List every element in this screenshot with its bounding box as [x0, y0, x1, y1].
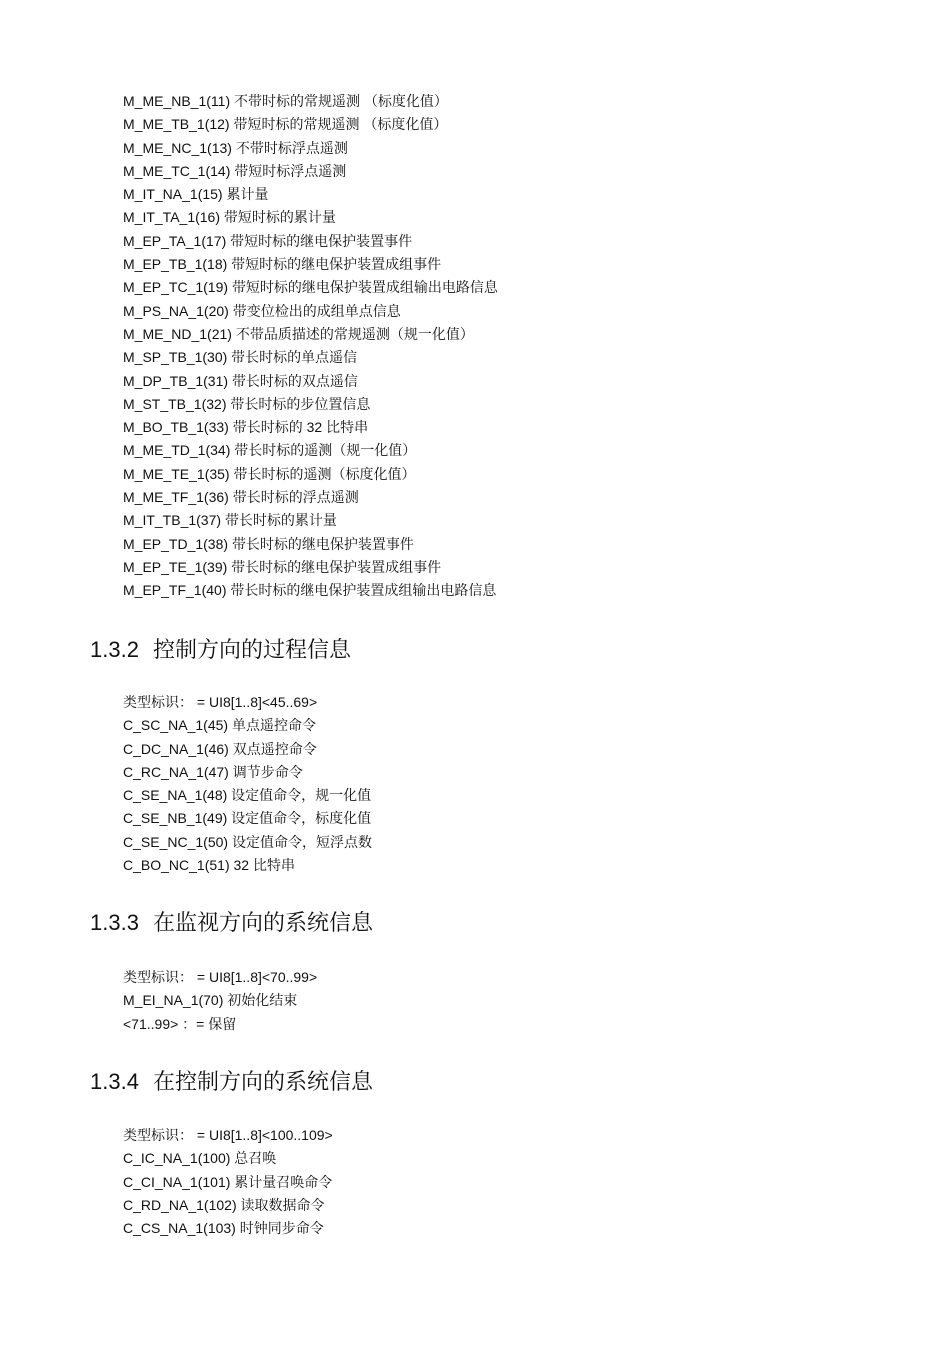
type-code: M_PS_NA_1(20): [123, 302, 229, 319]
type-code: M_ME_TE_1(35): [123, 465, 230, 482]
list-item: [123, 253, 498, 276]
type-id-list: [123, 691, 372, 877]
type-description: 读取数据命令: [240, 1196, 325, 1213]
list-item: [123, 370, 498, 393]
type-description: 带长时标的继电保护装置成组事件: [231, 558, 442, 575]
type-code: <71..99>: [123, 1015, 179, 1032]
type-description: 带长时标的累计量: [224, 512, 337, 529]
list-item: [123, 761, 372, 784]
list-item: [123, 346, 498, 369]
list-item: [123, 393, 498, 416]
type-code: M_EP_TD_1(38): [123, 535, 229, 552]
type-description: 带长时标的继电保护装置事件: [231, 535, 414, 552]
list-item: [123, 276, 498, 299]
section-number: 1.3.2: [90, 637, 139, 662]
type-code: M_EP_TF_1(40): [123, 582, 227, 599]
type-code: C_CI_NA_1(101): [123, 1173, 231, 1190]
type-code: M_ME_TF_1(36): [123, 489, 229, 506]
type-description: 不带时标浮点遥测: [235, 139, 348, 156]
type-code: M_EP_TA_1(17): [123, 232, 227, 249]
list-item: [123, 463, 498, 486]
type-description: 带长时标的 32 比特串: [232, 419, 369, 436]
type-code: M_ST_TB_1(32): [123, 395, 227, 412]
type-description: 带长时标的浮点遥测: [232, 489, 359, 506]
type-description: 累计量: [226, 186, 269, 203]
section-heading-1-3-4: [90, 1068, 373, 1096]
type-code: M_EP_TE_1(39): [123, 558, 228, 575]
list-item: [123, 323, 498, 346]
type-description: 带变位检出的成组单点信息: [232, 302, 401, 319]
type-description: 32 比特串: [233, 857, 295, 874]
section-heading-1-3-3: [90, 909, 373, 937]
type-code: M_DP_TB_1(31): [123, 372, 229, 389]
type-code: M_ME_TD_1(34): [123, 442, 231, 459]
type-description: 带长时标的双点遥信: [231, 372, 358, 389]
list-item: [123, 183, 498, 206]
list-item: [123, 1124, 333, 1147]
list-item: [123, 807, 372, 830]
type-code: M_EP_TB_1(18): [123, 256, 228, 273]
list-item: [123, 714, 372, 737]
type-code: C_BO_NC_1(51): [123, 857, 230, 874]
list-item: [123, 1013, 317, 1036]
list-item: [123, 230, 498, 253]
type-description: 不带品质描述的常规遥测（规一化值）: [235, 325, 474, 342]
type-description: 设定值命令，规一化值: [231, 787, 372, 804]
section-heading-1-3-2: [90, 636, 351, 664]
type-code: M_IT_TB_1(37): [123, 512, 222, 529]
type-code: 类型标识：: [123, 1127, 193, 1143]
list-item: [123, 533, 498, 556]
type-description: 带长时标的单点遥信: [231, 349, 358, 366]
list-item: [123, 300, 498, 323]
section-number: 1.3.4: [90, 1069, 139, 1094]
type-code: C_CS_NA_1(103): [123, 1220, 236, 1237]
type-description: 带短时标的常规遥测 （标度化值）: [233, 116, 448, 133]
list-item: [123, 691, 372, 714]
section-title: 在监视方向的系统信息: [152, 910, 373, 935]
type-code: C_IC_NA_1(100): [123, 1150, 231, 1167]
type-description: ：= 保留: [182, 1015, 237, 1032]
list-item: [123, 989, 317, 1012]
list-item: [123, 579, 498, 602]
type-description: 带短时标的继电保护装置事件: [230, 232, 413, 249]
type-code: M_ME_TB_1(12): [123, 116, 230, 133]
type-code: M_SP_TB_1(30): [123, 349, 228, 366]
type-description: 带短时标的累计量: [223, 209, 336, 226]
type-code: C_SE_NC_1(50): [123, 833, 229, 850]
type-description: 带长时标的遥测（标度化值）: [233, 465, 416, 482]
list-item: [123, 486, 498, 509]
type-code: 类型标识：: [123, 694, 193, 710]
type-code: M_BO_TB_1(33): [123, 419, 229, 436]
type-description: 时钟同步命令: [239, 1220, 324, 1237]
list-item: [123, 1194, 333, 1217]
type-code: M_ME_ND_1(21): [123, 325, 232, 342]
list-item: [123, 738, 372, 761]
list-item: [123, 831, 372, 854]
type-id-list: [123, 90, 498, 603]
list-item: [123, 1217, 333, 1240]
type-description: 双点遥控命令: [232, 740, 317, 757]
type-code: C_RC_NA_1(47): [123, 763, 229, 780]
type-description: 设定值命令，标度化值: [231, 810, 372, 827]
type-id-list: [123, 966, 317, 1036]
type-description: 带长时标的遥测（规一化值）: [234, 442, 417, 459]
type-description: 调节步命令: [232, 763, 303, 780]
list-item: [123, 206, 498, 229]
type-code: C_DC_NA_1(46): [123, 740, 229, 757]
list-item: [123, 137, 498, 160]
type-description: 带长时标的继电保护装置成组输出电路信息: [230, 582, 497, 599]
type-code: C_SE_NB_1(49): [123, 810, 228, 827]
type-code: M_IT_TA_1(16): [123, 209, 220, 226]
section-title: 在控制方向的系统信息: [152, 1069, 373, 1094]
type-description: 总召唤: [234, 1150, 277, 1167]
list-item: [123, 1147, 333, 1170]
type-description: 初始化结束: [227, 992, 298, 1009]
type-description: 不带时标的常规遥测 （标度化值）: [234, 93, 448, 109]
type-description: 累计量召唤命令: [234, 1173, 333, 1190]
type-code: M_EP_TC_1(19): [123, 279, 229, 296]
list-item: [123, 439, 498, 462]
type-code: C_RD_NA_1(102): [123, 1196, 237, 1213]
type-code: M_ME_NC_1(13): [123, 139, 232, 156]
section-title: 控制方向的过程信息: [152, 637, 351, 662]
list-item: [123, 113, 498, 136]
type-description: 带短时标的继电保护装置成组输出电路信息: [231, 279, 498, 296]
section-number: 1.3.3: [90, 910, 139, 935]
type-description: 带短时标浮点遥测: [234, 162, 347, 179]
list-item: [123, 784, 372, 807]
type-code: M_EI_NA_1(70): [123, 992, 224, 1009]
type-description: 单点遥控命令: [231, 717, 316, 734]
type-code: M_ME_TC_1(14): [123, 162, 231, 179]
type-code: M_IT_NA_1(15): [123, 186, 223, 203]
list-item: [123, 509, 498, 532]
type-description: 带短时标的继电保护装置成组事件: [231, 256, 442, 273]
type-code: C_SC_NA_1(45): [123, 717, 229, 734]
list-item: [123, 966, 317, 989]
list-item: [123, 1171, 333, 1194]
type-description: = UI8[1..8]<45..69>: [196, 694, 318, 710]
type-code: C_SE_NA_1(48): [123, 787, 228, 804]
type-description: = UI8[1..8]<100..109>: [196, 1127, 333, 1143]
type-code: 类型标识：: [123, 969, 193, 985]
list-item: [123, 160, 498, 183]
type-description: = UI8[1..8]<70..99>: [196, 969, 318, 985]
list-item: [123, 416, 498, 439]
type-description: 带长时标的步位置信息: [230, 395, 371, 412]
type-id-list: [123, 1124, 333, 1240]
type-code: M_ME_NB_1(11): [123, 93, 231, 109]
list-item: [123, 90, 498, 113]
list-item: [123, 854, 372, 877]
type-description: 设定值命令，短浮点数: [231, 833, 372, 850]
list-item: [123, 556, 498, 579]
